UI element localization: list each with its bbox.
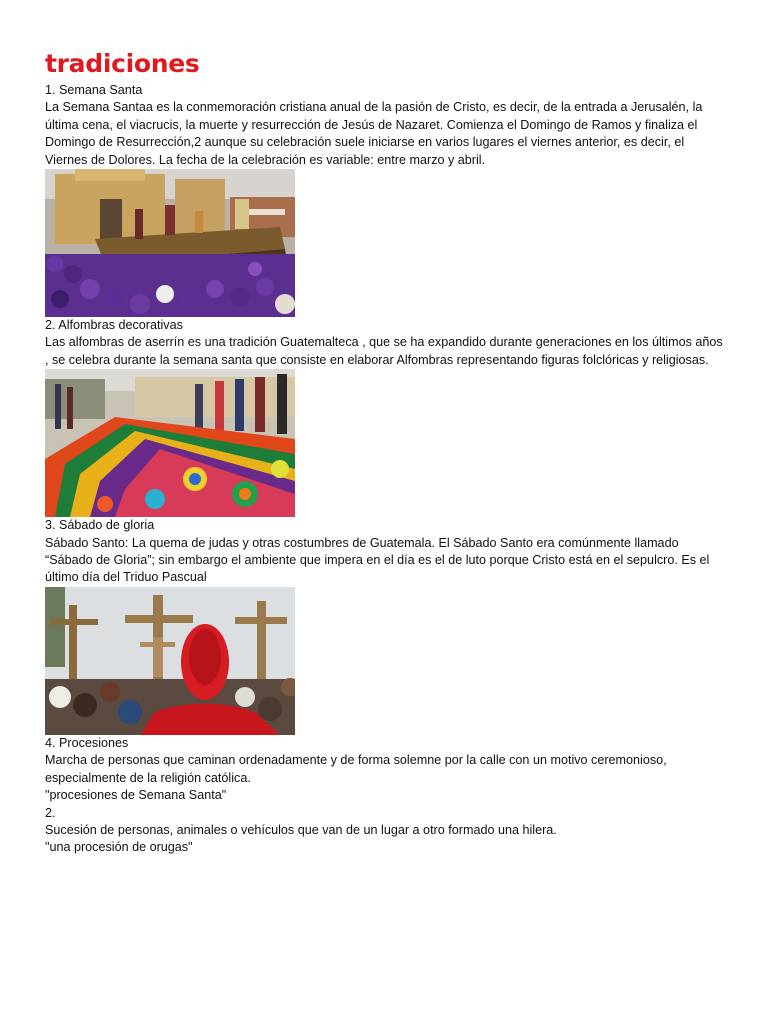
photo-semana-santa-procession	[45, 169, 295, 317]
photo-alfombras-carpet	[45, 369, 295, 517]
definition-number-2: 2.	[45, 805, 56, 820]
section-body-procesiones: Marcha de personas que caminan ordenadamente y de forma solemne por la calle con un motivo ceremonioso, especialmente de la religión católica.	[45, 753, 667, 785]
section-heading-semana-santa: 1. Semana Santa	[45, 83, 143, 97]
document-title: tradiciones	[45, 49, 200, 78]
example-procesion-orugas: "una procesión de orugas"	[45, 840, 193, 855]
section-body-alfombras: Las alfombras de aserrín es una tradición Guatemalteca , que se ha expandido durante generaciones en los últimos años , se celebra durante la semana santa que consiste en elaborar Alfombras representando figuras folclóricas y religiosas.	[45, 335, 723, 367]
document-page	[45, 48, 725, 857]
photo-sabado-gloria-crosses	[45, 587, 295, 735]
section-heading-alfombras: 2. Alfombras decorativas	[45, 318, 183, 333]
example-procesiones-semana-santa: "procesiones de Semana Santa"	[45, 788, 227, 803]
section-body-semana-santa: La Semana Santaa es la conmemoración cristiana anual de la pasión de Cristo, es decir, de la entrada a Jerusalén, la última cena, el viacrucis, la muerte y resurrección de Jesús de Nazaret. Comienza el Domingo de Ramos y finaliza el Domingo de Resurrección,2 aunque su celebración suele iniciarse en varios lugares el viernes anterior, es decir, el Viernes de Dolores. La fecha de la celebración es variable: entre marzo y abril.	[45, 100, 703, 167]
section-heading-sabado-gloria: 3. Sábado de gloria	[45, 518, 155, 533]
section-body-sabado-gloria: Sábado Santo: La quema de judas y otras costumbres de Guatemala. El Sábado Santo era comúnmente llamado “Sábado de Gloria”; sin embargo el ambiente que impera en el día es el de luto porque Cristo está en el sepulcro. Es el último día del Triduo Pascual	[45, 535, 710, 585]
section-body-procesiones-2: Sucesión de personas, animales o vehículos que van de un lugar a otro formado una hilera.	[45, 822, 557, 837]
section-heading-procesiones: 4. Procesiones	[45, 735, 129, 750]
